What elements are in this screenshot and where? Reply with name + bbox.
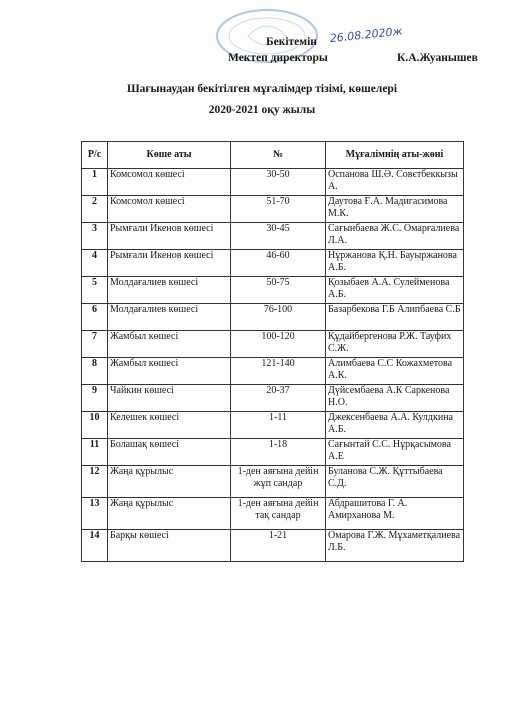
row-number: 100-120 (231, 331, 326, 358)
row-index: 7 (82, 331, 108, 358)
table-row (82, 250, 464, 277)
header-index: Р/с (82, 142, 108, 169)
row-index: 8 (82, 358, 108, 385)
director-label: Мектеп директоры (228, 52, 328, 64)
row-index: 13 (82, 498, 108, 530)
table-row (82, 412, 464, 439)
row-street: Комсомол көшесі (108, 196, 231, 223)
row-index: 11 (82, 439, 108, 466)
row-number: 1-11 (231, 412, 326, 439)
row-street: Болашақ көшесі (108, 439, 231, 466)
header-teacher: Мұғалімнің аты-жөні (326, 142, 464, 169)
table-row (82, 439, 464, 466)
table-row (82, 385, 464, 412)
row-street: Жаңа құрылыс (108, 466, 231, 498)
table-row (82, 277, 464, 304)
table-row (82, 498, 464, 530)
row-teacher: Буланова С.Ж. Құттыбаева С.Д. (326, 466, 464, 498)
row-index: 14 (82, 530, 108, 562)
row-number: 46-60 (231, 250, 326, 277)
row-number: 30-50 (231, 169, 326, 196)
row-teacher: Алимбаева С.С Кожахметова А.К. (326, 358, 464, 385)
page-title: Шағынаудан бекітілген мұғалімдер тізімі, көшелері (126, 83, 398, 95)
row-teacher: Сағынтай С.С. Нұрқасымова А.Е (326, 439, 464, 466)
row-street: Барқы көшесі (108, 530, 231, 562)
page-subtitle: 2020-2021 оқу жылы (208, 104, 316, 116)
row-street: Рымғали Икенов көшесі (108, 250, 231, 277)
row-street: Чайкин көшесі (108, 385, 231, 412)
header-street: Көше аты (108, 142, 231, 169)
row-teacher: Омарова Г.Ж. Мұхаметқалиева Л.Б. (326, 530, 464, 562)
row-teacher: Джексенбаева А.А. Кулдкина А.Б. (326, 412, 464, 439)
row-teacher: Қозыбаев А.А. Сулейменова А.Б. (326, 277, 464, 304)
row-index: 10 (82, 412, 108, 439)
row-index: 12 (82, 466, 108, 498)
approve-label: Бекітемін (266, 36, 317, 48)
row-number: 50-75 (231, 277, 326, 304)
row-street: Комсомол көшесі (108, 169, 231, 196)
teachers-table (81, 141, 464, 562)
row-street: Молдағалиев көшесі (108, 304, 231, 331)
row-index: 5 (82, 277, 108, 304)
row-number: 51-70 (231, 196, 326, 223)
row-street: Рымғали Икенов көшесі (108, 223, 231, 250)
row-number: 121-140 (231, 358, 326, 385)
row-index: 1 (82, 169, 108, 196)
row-teacher: Оспанова Ш.Ә. Совєтбеккызы А. (326, 169, 464, 196)
row-number: 30-45 (231, 223, 326, 250)
table-row (82, 331, 464, 358)
row-number: 1-21 (231, 530, 326, 562)
row-teacher: Нұржанова Қ.Н. Бауыржанова А.Б. (326, 250, 464, 277)
row-index: 2 (82, 196, 108, 223)
table-row (82, 304, 464, 331)
header-number: № (231, 142, 326, 169)
table-row (82, 169, 464, 196)
director-signature: 26.08.2020ж (329, 24, 404, 46)
row-index: 3 (82, 223, 108, 250)
row-index: 4 (82, 250, 108, 277)
table-row (82, 466, 464, 498)
row-teacher: Сағынбаева Ж.С. Омарғалиева Л.А. (326, 223, 464, 250)
table-header-row (82, 142, 464, 169)
row-number: 20-37 (231, 385, 326, 412)
row-street: Жамбыл көшесі (108, 358, 231, 385)
row-index: 6 (82, 304, 108, 331)
row-number: 76-100 (231, 304, 326, 331)
row-street: Жамбыл көшесі (108, 331, 231, 358)
row-index: 9 (82, 385, 108, 412)
row-street: Молдағалиев көшесі (108, 277, 231, 304)
row-number: 1-ден аяғына дейін жұп сандар (231, 466, 326, 498)
row-street: Келешек көшесі (108, 412, 231, 439)
row-number: 1-18 (231, 439, 326, 466)
row-teacher: Дүйсембаева А.К Саркенова Н.О. (326, 385, 464, 412)
row-number: 1-ден аяғына дейін тақ сандар (231, 498, 326, 530)
row-teacher: Даутова Ғ.А. Мадигасимова М.К. (326, 196, 464, 223)
row-teacher: Абдрашитова Г. А. Амирханова М. (326, 498, 464, 530)
row-street: Жаңа құрылыс (108, 498, 231, 530)
table-row (82, 196, 464, 223)
table-row (82, 530, 464, 562)
table-row (82, 223, 464, 250)
table-row (82, 358, 464, 385)
row-teacher: Базарбекова Г.Б Алипбаева С.Б (326, 304, 464, 331)
director-name: К.А.Жуанышев (397, 52, 478, 64)
row-teacher: Құдайбергенова Р.Ж. Тауфих С.Ж. (326, 331, 464, 358)
